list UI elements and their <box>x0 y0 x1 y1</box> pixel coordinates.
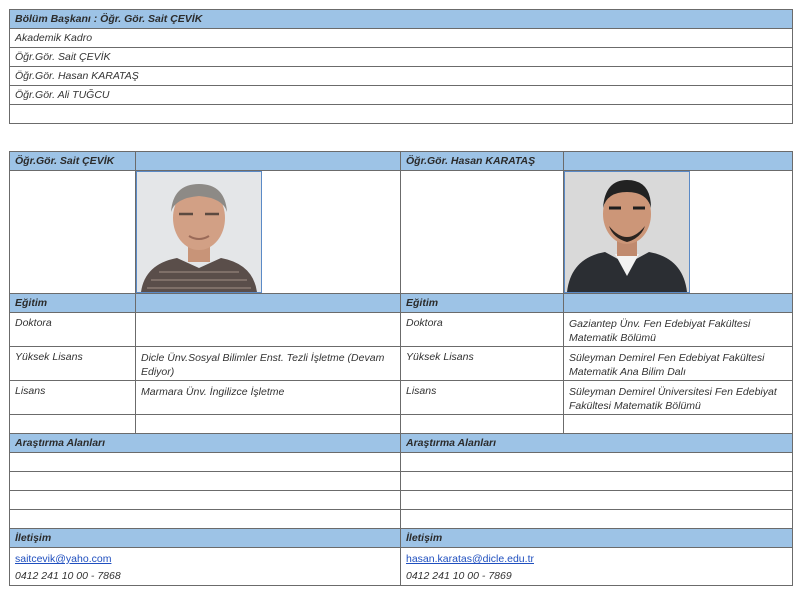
left-name: Öğr.Gör. Sait ÇEVİK <box>15 155 115 167</box>
left-contact-header <box>10 529 401 548</box>
right-research-header <box>401 434 793 453</box>
left-research-row <box>10 491 401 510</box>
left-research-label: Araştırma Alanları <box>15 437 106 449</box>
right-name-header <box>401 152 564 171</box>
left-edu-level <box>10 381 136 415</box>
staff-name: Öğr.Gör. Sait ÇEVİK <box>15 51 111 63</box>
empty-row <box>10 105 793 124</box>
right-research-label: Araştırma Alanları <box>406 437 497 449</box>
education-detail: Dicle Ünv.Sosyal Bilimler Enst. Tezli İşletme (Devam Ediyor) <box>141 352 385 378</box>
left-photo <box>136 171 262 293</box>
left-research-row <box>10 472 401 491</box>
empty-cell <box>564 415 793 434</box>
education-level: Lisans <box>15 385 46 397</box>
right-edu-level <box>401 347 564 381</box>
left-edu-level <box>10 347 136 381</box>
left-phone: 0412 241 10 00 - 7868 <box>15 570 121 582</box>
staff-list-item <box>10 86 793 105</box>
left-edu-level <box>10 313 136 347</box>
left-photo-cell <box>136 171 401 294</box>
left-name-header <box>10 152 136 171</box>
right-photo-spacer <box>401 171 564 294</box>
left-research-row <box>10 510 401 529</box>
staff-name: Öğr.Gör. Ali TUĞCU <box>15 89 110 101</box>
right-research-row <box>401 491 793 510</box>
right-email-link[interactable]: hasan.karatas@dicle.edu.tr <box>406 553 534 565</box>
right-education-header <box>401 294 564 313</box>
staff-list-item <box>10 48 793 67</box>
right-education-label: Eğitim <box>406 297 439 309</box>
education-level: Yüksek Lisans <box>15 351 83 363</box>
right-research-row <box>401 510 793 529</box>
right-contact-header <box>401 529 793 548</box>
left-photo-spacer <box>10 171 136 294</box>
education-detail: Süleyman Demirel Fen Edebiyat Fakültesi Matematik Ana Bilim Dalı <box>569 352 765 378</box>
left-contact <box>10 548 401 586</box>
academic-staff-label: Akademik Kadro <box>15 32 93 44</box>
education-level: Doktora <box>406 317 443 329</box>
empty-cell <box>10 415 136 434</box>
right-photo <box>564 171 690 293</box>
right-edu-detail <box>564 347 793 381</box>
right-research-row <box>401 453 793 472</box>
right-contact-label: İletişim <box>406 532 443 544</box>
right-photo-cell <box>564 171 793 294</box>
education-level: Yüksek Lisans <box>406 351 474 363</box>
left-edu-detail <box>136 381 401 415</box>
department-head-label: Bölüm Başkanı : Öğr. Gör. Sait ÇEVİK <box>15 13 203 25</box>
right-research-row <box>401 472 793 491</box>
department-head <box>10 10 793 29</box>
right-edu-detail <box>564 313 793 347</box>
education-detail: Marmara Ünv. İngilizce İşletme <box>141 386 285 398</box>
left-research-row <box>10 453 401 472</box>
left-header-filler <box>136 152 401 171</box>
right-phone: 0412 241 10 00 - 7869 <box>406 570 512 582</box>
left-education-header <box>10 294 136 313</box>
empty-cell <box>401 415 564 434</box>
person-photo-icon <box>137 172 261 292</box>
education-level: Lisans <box>406 385 437 397</box>
education-detail: Gaziantep Ünv. Fen Edebiyat Fakültesi Matematik Bölümü <box>569 318 751 344</box>
left-edu-detail <box>136 347 401 381</box>
left-education-label: Eğitim <box>15 297 48 309</box>
right-name: Öğr.Gör. Hasan KARATAŞ <box>406 155 536 167</box>
academic-staff-title <box>10 29 793 48</box>
education-detail: Süleyman Demirel Üniversitesi Fen Edebiyat Fakültesi Matematik Bölümü <box>569 386 777 412</box>
empty-cell <box>136 415 401 434</box>
right-contact <box>401 548 793 586</box>
left-education-filler <box>136 294 401 313</box>
education-level: Doktora <box>15 317 52 329</box>
staff-detail-table <box>9 151 793 586</box>
right-header-filler <box>564 152 793 171</box>
person-photo-icon <box>565 172 689 292</box>
right-edu-level <box>401 381 564 415</box>
right-edu-detail <box>564 381 793 415</box>
staff-list-item <box>10 67 793 86</box>
left-edu-detail <box>136 313 401 347</box>
left-contact-label: İletişim <box>15 532 52 544</box>
right-education-filler <box>564 294 793 313</box>
left-email-link[interactable]: saitcevik@yaho.com <box>15 553 112 565</box>
right-edu-level <box>401 313 564 347</box>
department-table <box>9 9 793 124</box>
left-research-header <box>10 434 401 453</box>
staff-name: Öğr.Gör. Hasan KARATAŞ <box>15 70 139 82</box>
